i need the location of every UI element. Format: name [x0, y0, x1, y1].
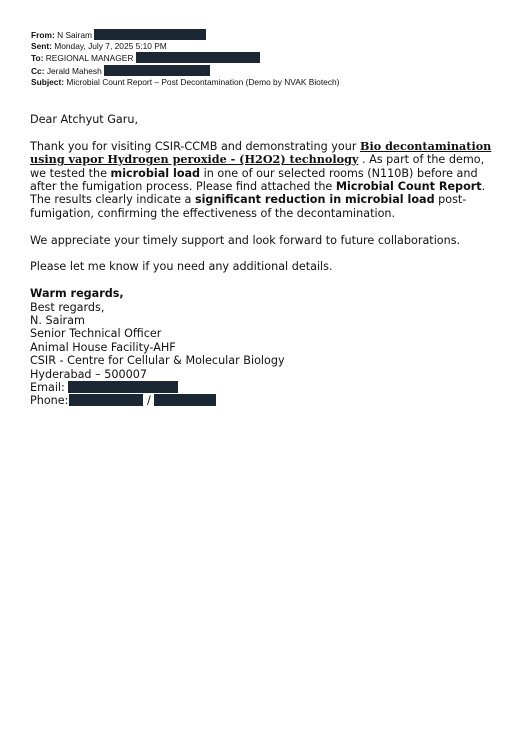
- redacted-block: [69, 394, 143, 406]
- email-body: [30, 113, 500, 408]
- email-row: Email:: [30, 381, 500, 394]
- paragraph-2: We appreciate your timely support and look forward to future collaborations.: [30, 233, 461, 247]
- salutation: Dear Atchyut Garu,: [30, 113, 139, 126]
- paragraph-1: Thank you for visiting CSIR-CCMB and demonstrating your Bio decontamination using vapor Hydrogen peroxide - (H2O2) technology . As part of the demo, we tested the microbial load in one of our selected rooms (N110B) before and after the fumigation process. Please find attached the Microbial Count Report. The results clearly indicate a significant reduction in microbial load post-fumigation, confirming the effectiveness of the decontamination.: [30, 138, 492, 220]
- redacted-block: [104, 65, 210, 76]
- redacted-block: [94, 29, 206, 40]
- from-value: N Sairam: [57, 30, 92, 40]
- sent-row: Sent: Monday, July 7, 2025 5:10 PM: [31, 41, 167, 52]
- technology-name: Bio decontamination using vapor Hydrogen peroxide - (H2O2) technology: [30, 138, 492, 167]
- email-header: [31, 29, 339, 88]
- paragraph-3: Please let me know if you need any additional details.: [30, 260, 333, 274]
- signature-city: Hyderabad – 500007: [30, 367, 147, 381]
- cc-row: Cc: Jerald Mahesh: [31, 65, 339, 77]
- from-row: From: N Sairam: [31, 29, 339, 41]
- cc-value: Jerald Mahesh: [46, 65, 102, 76]
- signature-name: N. Sairam: [30, 314, 85, 328]
- to-row: To: REGIONAL MANAGER: [31, 52, 339, 64]
- warm-regards: Warm regards,: [30, 287, 124, 301]
- subject-value: Microbial Count Report – Post Decontamination (Demo by NVAK Biotech): [66, 76, 340, 87]
- signature-dept: Animal House Facility-AHF: [30, 340, 176, 354]
- best-regards: Best regards,: [30, 300, 105, 314]
- redacted-block: [68, 381, 178, 393]
- signature: [30, 287, 500, 408]
- report-name: Microbial Count Report: [335, 180, 482, 194]
- phone-row: Phone: /: [30, 394, 500, 407]
- to-value: REGIONAL MANAGER: [45, 53, 134, 64]
- redacted-block: [154, 394, 216, 406]
- subject-row: Subject: Microbial Count Report – Post Decontamination (Demo by NVAK Biotech): [31, 76, 340, 87]
- signature-org: CSIR - Centre for Cellular & Molecular Biology: [30, 354, 285, 368]
- redacted-block: [136, 52, 260, 63]
- signature-title: Senior Technical Officer: [30, 327, 162, 341]
- sent-value: Monday, July 7, 2025 5:10 PM: [54, 41, 167, 52]
